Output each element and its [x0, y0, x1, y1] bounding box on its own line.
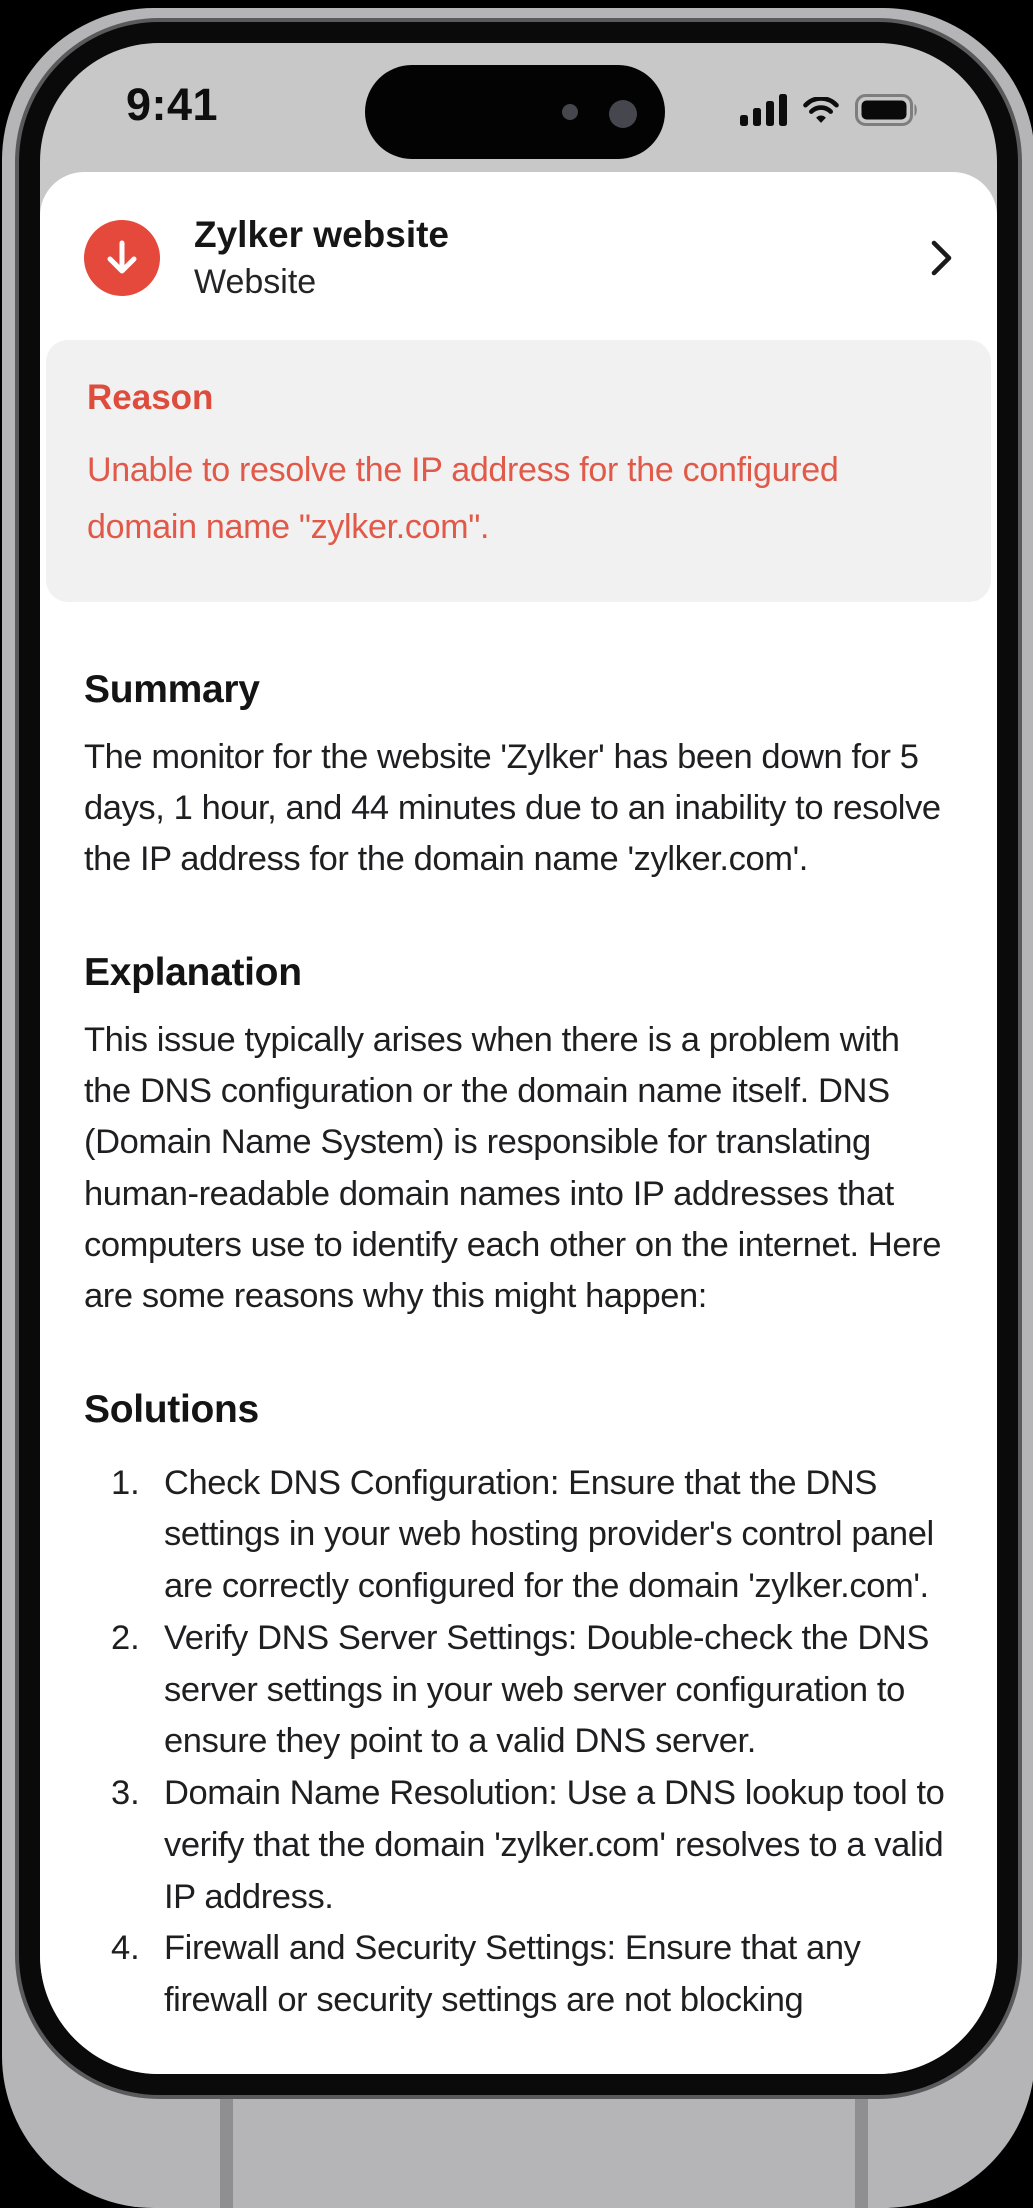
- phone-frame: [2, 8, 1033, 2208]
- solution-item-number: 3.: [111, 1774, 140, 1813]
- solution-item-text: Domain Name Resolution: Use a DNS lookup tool to verify that the domain 'zylker.com' resolves to a valid IP address.: [164, 1774, 945, 1916]
- solution-item: [111, 1923, 953, 2027]
- proximity-sensor-dot: [562, 104, 578, 120]
- solution-item-text: Check DNS Configuration: Ensure that the DNS settings in your web hosting provider's control panel are correctly configured for the domain 'zylker.com'.: [164, 1463, 934, 1606]
- battery-full-icon: [855, 94, 919, 131]
- monitor-header-row[interactable]: [40, 172, 997, 340]
- explanation-text: This issue typically arises when there is a problem with the DNS configuration or the domain name itself. DNS (Domain Name System) is responsible for translating human-readable domain names into IP addresses that computers use to identify each other on the internet. Here are some reasons why this might happen:: [84, 1021, 942, 1315]
- monitor-name: Zylker website: [194, 214, 450, 255]
- solution-item-number: 4.: [111, 1929, 140, 1968]
- solution-item-number: 2.: [111, 1618, 140, 1657]
- solution-item-text: Verify DNS Server Settings: Double-check the DNS server settings in your web server configuration to ensure they point to a valid DNS server.: [164, 1618, 930, 1761]
- reason-label: Reason: [87, 378, 214, 417]
- alert-detail-card[interactable]: [40, 172, 997, 2074]
- summary-heading: Summary: [84, 668, 260, 712]
- down-status-icon: [84, 220, 160, 296]
- phone-screen: [40, 43, 997, 2074]
- status-bar-time: 9:41: [126, 79, 219, 130]
- dynamic-island: [365, 65, 665, 159]
- solutions-list: [84, 1458, 953, 2027]
- antenna-band-right: [855, 2090, 868, 2208]
- solution-item: [111, 1768, 953, 1923]
- chevron-right-icon[interactable]: [929, 237, 955, 279]
- antenna-band-left: [220, 2090, 233, 2208]
- reason-banner: [46, 340, 991, 602]
- front-camera-dot: [609, 100, 637, 128]
- reason-text: Unable to resolve the IP address for the configured domain name "zylker.com".: [87, 451, 839, 547]
- wifi-icon: [803, 97, 839, 128]
- monitor-header-text: [194, 214, 449, 302]
- solution-item-text: Firewall and Security Settings: Ensure that any firewall or security settings are not blocking: [164, 1929, 861, 2020]
- solution-item: [111, 1613, 953, 1768]
- solution-item: [111, 1458, 953, 1613]
- monitor-type: Website: [194, 263, 317, 301]
- phone-bezel: [19, 22, 1018, 2095]
- cellular-signal-icon: [740, 94, 787, 131]
- alert-body: [40, 668, 997, 2074]
- explanation-heading: Explanation: [84, 951, 302, 995]
- solution-item-number: 1.: [111, 1463, 140, 1502]
- solutions-heading: Solutions: [84, 1387, 259, 1431]
- summary-text: The monitor for the website 'Zylker' has been down for 5 days, 1 hour, and 44 minutes due to an inability to resolve the IP address for the domain name 'zylker.com'.: [84, 738, 941, 879]
- status-bar-icons: [740, 95, 919, 129]
